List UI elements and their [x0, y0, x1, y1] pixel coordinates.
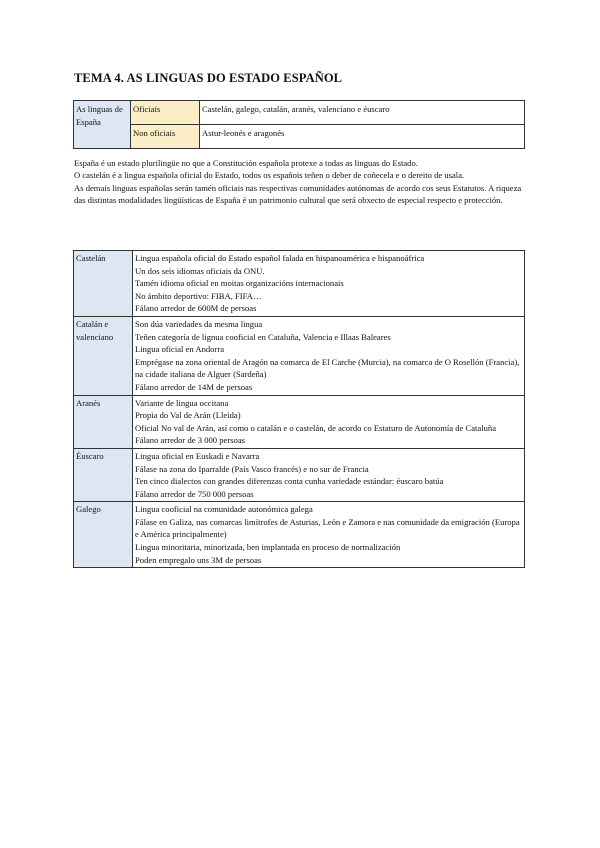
- language-name-cell: Éuscaro: [74, 448, 133, 501]
- language-fact: Lingua minoritaria, minorizada, ben implantada en proceso de normalización: [135, 542, 401, 553]
- intro-text: [74, 157, 524, 207]
- language-fact: Oficial No val de Arán, así como o catalán e o castelán, de acordo co Estaturo de Autonomía de Cataluña: [135, 422, 497, 433]
- summary-category-cell: Non oficiais: [131, 125, 200, 149]
- language-facts-cell: [133, 502, 525, 568]
- language-row: [74, 448, 525, 501]
- language-row: [74, 502, 525, 568]
- summary-languages-cell: Astur-leonés e aragonés: [200, 125, 525, 149]
- intro-paragraph: España é un estado plurilingüe no que a Constitución española protexe a todas as linguas do Estado.: [74, 158, 418, 168]
- language-fact: Un dos seis idiomas oficiais da ONU.: [135, 265, 265, 276]
- summary-row: [74, 125, 525, 149]
- language-row: [74, 316, 525, 395]
- language-fact: No ámbito deportivo: FIBA, FIFA…: [135, 290, 262, 301]
- language-fact: Lingua oficial en Andorra: [135, 344, 225, 355]
- language-fact: Emprégase na zona oriental de Aragón na comarca de El Carche (Murcia), na comarca de O Rosellón (Francia), na cidade italiana de Alguer (Sardeña): [135, 356, 520, 380]
- languages-table: [73, 250, 525, 568]
- intro-paragraph: As demais linguas españolas serán tamén oficiais nas respectivas comunidades autónomas de acordo cos seus Estatutos. A riqueza das distintas modalidades lingüísticas de España é un patrimonio cultural que será obxecto de especial respecto e protección.: [74, 182, 522, 206]
- language-fact: Fálano arredor de 3 000 persoas: [135, 435, 246, 446]
- language-facts-cell: [133, 448, 525, 501]
- language-fact: Lingua cooficial na comunidade autonómica galega: [135, 504, 313, 515]
- intro-paragraph: O castelán é a lingua española oficial do Estado, todos os españois teñen o deber de coñecela e o dereito de usala.: [74, 170, 465, 181]
- language-facts-cell: [133, 395, 525, 448]
- language-fact: Fálase na zona do Iparralde (País Vasco francés) e no sur de Francia: [135, 463, 369, 474]
- language-fact: Lingua española oficial do Estado español falada en hispanoamérica e hispanoáfrica: [135, 253, 425, 263]
- language-fact: Fálase en Galiza, nas comarcas limítrofes de Asturias, León e Zamora e nas comunidade da emigración (Europa e América principalmente): [135, 516, 520, 540]
- language-fact: Tamén idioma oficial en moitas organizacións internacionais: [135, 278, 344, 289]
- summary-header-cell: As linguas de España: [74, 101, 131, 149]
- language-name-cell: Galego: [74, 502, 133, 568]
- language-name-cell: Castelán: [74, 251, 133, 317]
- page-title: TEMA 4. AS LINGUAS DO ESTADO ESPAÑOL: [74, 71, 343, 85]
- language-fact: Fálano arredor de 14M de persoas: [135, 381, 253, 392]
- language-row: [74, 395, 525, 448]
- language-name-cell: Aranés: [74, 395, 133, 448]
- language-fact: Fálano arredor de 600M de persoas: [135, 303, 257, 314]
- language-fact: Variante de lingua occitana: [135, 397, 229, 408]
- language-fact: Teñen categoría de lignua cooficial en Cataluña, Valencia e Illaas Baleares: [135, 331, 391, 342]
- language-fact: Lingua oficial en Euskadi e Navarra: [135, 450, 260, 461]
- language-fact: Ten cinco dialectos con grandes diferenzas conta cunha variedade estándar: éuscaro batúa: [135, 476, 444, 487]
- language-facts-cell: [133, 251, 525, 317]
- summary-table: [73, 100, 525, 149]
- summary-languages-cell: Castelán, galego, catalán, aranés, valenciano e éuscaro: [200, 101, 525, 125]
- language-row: [74, 251, 525, 317]
- summary-row: [74, 101, 525, 125]
- language-name-cell: Catalán e valenciano: [74, 316, 133, 395]
- summary-category-cell: Oficiais: [131, 101, 200, 125]
- language-fact: Fálano arredor de 750 000 persoas: [135, 488, 254, 499]
- language-facts-cell: [133, 316, 525, 395]
- language-fact: Propia do Val de Arán (Lleida): [135, 410, 241, 421]
- language-fact: Poden empregalo uns 3M de persoas: [135, 554, 262, 565]
- language-fact: Son dúa variedades da mesma lingua: [135, 318, 263, 329]
